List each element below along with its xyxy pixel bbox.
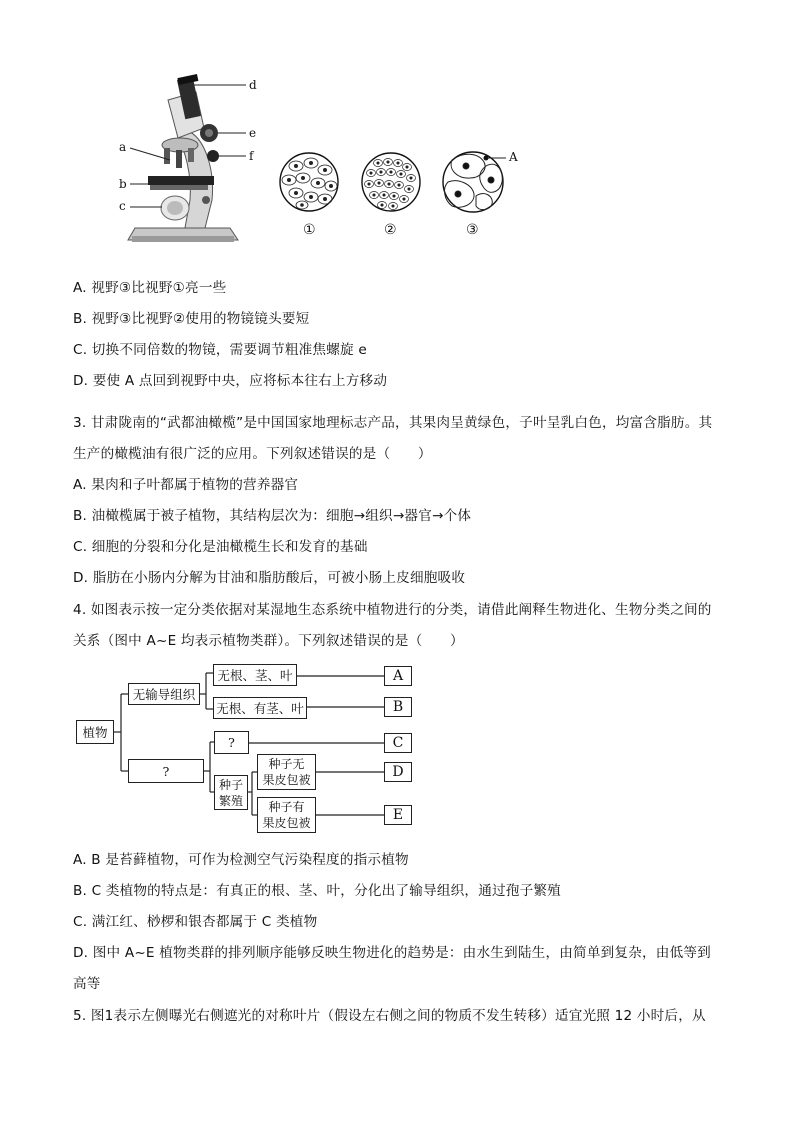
naked-line1: 种子无 <box>268 757 305 771</box>
label-e: e <box>249 126 257 140</box>
group-B: B <box>384 697 412 717</box>
q3-stem-line2: 生产的橄榄油有很广泛的应用。下列叙述错误的是（ ） <box>73 446 432 462</box>
q4-option-d-line2: 高等 <box>73 976 101 992</box>
group-D: D <box>384 762 412 782</box>
naked-line2: 果皮包被 <box>262 773 311 787</box>
label-d: d <box>249 78 257 92</box>
q4-option-c: C. 满江红、桫椤和银杏都属于 C 类植物 <box>73 914 318 930</box>
node-seed-covered <box>257 797 316 833</box>
q3-option-b: B. 油橄榄属于被子植物，其结构层次为：细胞→组织→器官→个体 <box>73 508 472 524</box>
q4-stem-line1: 4. 如图表示按一定分类依据对某湿地生态系统中植物进行的分类，请借此阐释生物进化、生物分类之间的 <box>73 602 712 618</box>
q2-option-c: C. 切换不同倍数的物镜，需要调节粗准焦螺旋 e <box>73 342 367 358</box>
group-C: C <box>384 733 412 753</box>
covered-line2: 果皮包被 <box>262 816 311 830</box>
group-A: A <box>384 666 412 686</box>
q2-option-a: A. 视野③比视野①亮一些 <box>73 280 227 296</box>
q2-option-b: B. 视野③比视野②使用的物镜镜头要短 <box>73 311 310 327</box>
node-seed-naked <box>257 754 316 790</box>
label-f: f <box>249 149 254 163</box>
seed-repro-line1: 种子 <box>218 777 243 792</box>
label-a: a <box>119 140 127 154</box>
covered-line1: 种子有 <box>268 800 305 814</box>
node-no-vascular-tissue: 无输导组织 <box>128 683 200 705</box>
node-no-root-has-stem-leaf: 无根、有茎、叶 <box>213 697 307 719</box>
view-number-1: ① <box>303 222 316 238</box>
q2-option-d: D. 要使 A 点回到视野中央，应将标本往右上方移动 <box>73 373 388 389</box>
view-label-A: A <box>509 150 518 164</box>
q3-option-d: D. 脂肪在小肠内分解为甘油和脂肪酸后，可被小肠上皮细胞吸收 <box>73 570 466 586</box>
q4-option-a: A. B 是苔藓植物，可作为检测空气污染程度的指示植物 <box>73 852 409 868</box>
view-number-2: ② <box>384 222 397 238</box>
q3-stem-line1: 3. 甘肃陇南的“武都油橄榄”是中国国家地理标志产品，其果肉呈黄绿色，子叶呈乳白色，均富含脂肪。其 <box>73 415 713 431</box>
q4-option-d-line1: D. 图中 A~E 植物类群的排列顺序能够反映生物进化的趋势是：由水生到陆生，由简单到复杂，由低等到 <box>73 945 711 961</box>
q5-stem-line1: 5. 图1表示左侧曝光右侧遮光的对称叶片（假设左右侧之间的物质不发生转移）适宜光照 12 小时后，从 <box>73 1008 706 1024</box>
node-unknown-branch: ? <box>128 759 204 783</box>
node-unknown-top: ? <box>214 731 249 754</box>
label-b: b <box>119 177 127 191</box>
q3-option-c: C. 细胞的分裂和分化是油橄榄生长和发育的基础 <box>73 539 368 555</box>
view-number-3: ③ <box>466 222 479 238</box>
q4-stem-line2: 关系（图中 A~E 均表示植物类群）。下列叙述错误的是（ ） <box>73 633 464 649</box>
q3-option-a: A. 果肉和子叶都属于植物的营养器官 <box>73 477 299 493</box>
label-c: c <box>119 199 126 213</box>
node-no-root-stem-leaf: 无根、茎、叶 <box>213 664 297 686</box>
node-plant: 植物 <box>76 720 114 744</box>
seed-repro-line2: 繁殖 <box>218 793 243 808</box>
group-E: E <box>384 805 412 825</box>
q4-option-b: B. C 类植物的特点是：有真正的根、茎、叶，分化出了输导组织，通过孢子繁殖 <box>73 883 561 899</box>
node-seed-reproduction <box>214 775 248 810</box>
